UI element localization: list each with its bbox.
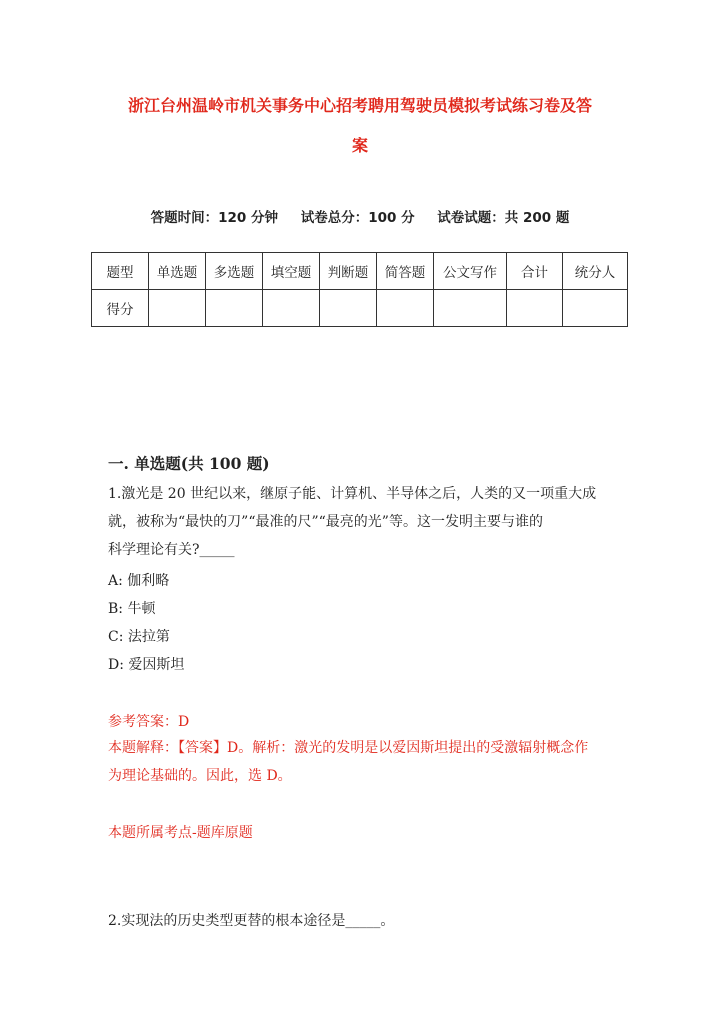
question-1-option-b: B: 牛顿 — [108, 601, 156, 617]
question-1-text — [108, 480, 628, 564]
explanation-line-2: 为理论基础的。因此，选 D。 — [108, 768, 292, 784]
section-title: 一. 单选题(共 100 题) — [108, 454, 270, 473]
exam-total-score: 试卷总分：100 分 — [300, 210, 415, 226]
score-cell — [320, 290, 377, 327]
exam-meta — [0, 206, 720, 226]
question-1-option-c: C: 法拉第 — [108, 629, 170, 645]
score-header-cell: 判断题 — [320, 253, 377, 290]
question-1-line-3: 科学理论有关?_____ — [108, 542, 235, 558]
question-1-explanation — [108, 734, 628, 790]
score-cell — [563, 290, 628, 327]
question-1-answer: 参考答案：D — [108, 714, 190, 730]
score-table — [91, 252, 628, 327]
question-2-text: 2.实现法的历史类型更替的根本途径是_____。 — [108, 913, 395, 929]
question-1-option-a: A: 伽利略 — [108, 573, 170, 589]
score-row-label: 得分 — [92, 290, 149, 327]
score-header-cell: 合计 — [507, 253, 563, 290]
score-cell — [149, 290, 206, 327]
score-cell — [507, 290, 563, 327]
exam-time: 答题时间：120 分钟 — [150, 210, 278, 226]
score-cell — [206, 290, 263, 327]
score-cell — [377, 290, 434, 327]
score-cell — [263, 290, 320, 327]
explanation-line-1: 本题解释：【答案】D。解析：激光的发明是以爱因斯坦提出的受激辐射概念作 — [108, 740, 589, 756]
question-1-source: 本题所属考点-题库原题 — [108, 825, 253, 841]
score-header-cell: 单选题 — [149, 253, 206, 290]
score-header-cell: 统分人 — [563, 253, 628, 290]
score-header-cell: 填空题 — [263, 253, 320, 290]
score-table-score-row — [92, 290, 628, 327]
question-1-option-d: D: 爱因斯坦 — [108, 657, 185, 673]
title-line-2: 案 — [351, 136, 368, 155]
score-table-header-row — [92, 253, 628, 290]
document-title — [100, 86, 620, 166]
score-header-cell: 简答题 — [377, 253, 434, 290]
score-cell — [434, 290, 507, 327]
title-line-1: 浙江台州温岭市机关事务中心招考聘用驾驶员模拟考试练习卷及答 — [127, 96, 592, 115]
score-header-cell: 多选题 — [206, 253, 263, 290]
score-header-cell: 公文写作 — [434, 253, 507, 290]
score-header-cell: 题型 — [92, 253, 149, 290]
exam-question-count: 试卷试题：共 200 题 — [437, 210, 570, 226]
question-1-line-1: 1.激光是 20 世纪以来，继原子能、计算机、半导体之后，人类的又一项重大成 — [108, 486, 597, 502]
question-1-line-2: 就，被称为“最快的刀”“最准的尺”“最亮的光”等。这一发明主要与谁的 — [108, 514, 543, 530]
